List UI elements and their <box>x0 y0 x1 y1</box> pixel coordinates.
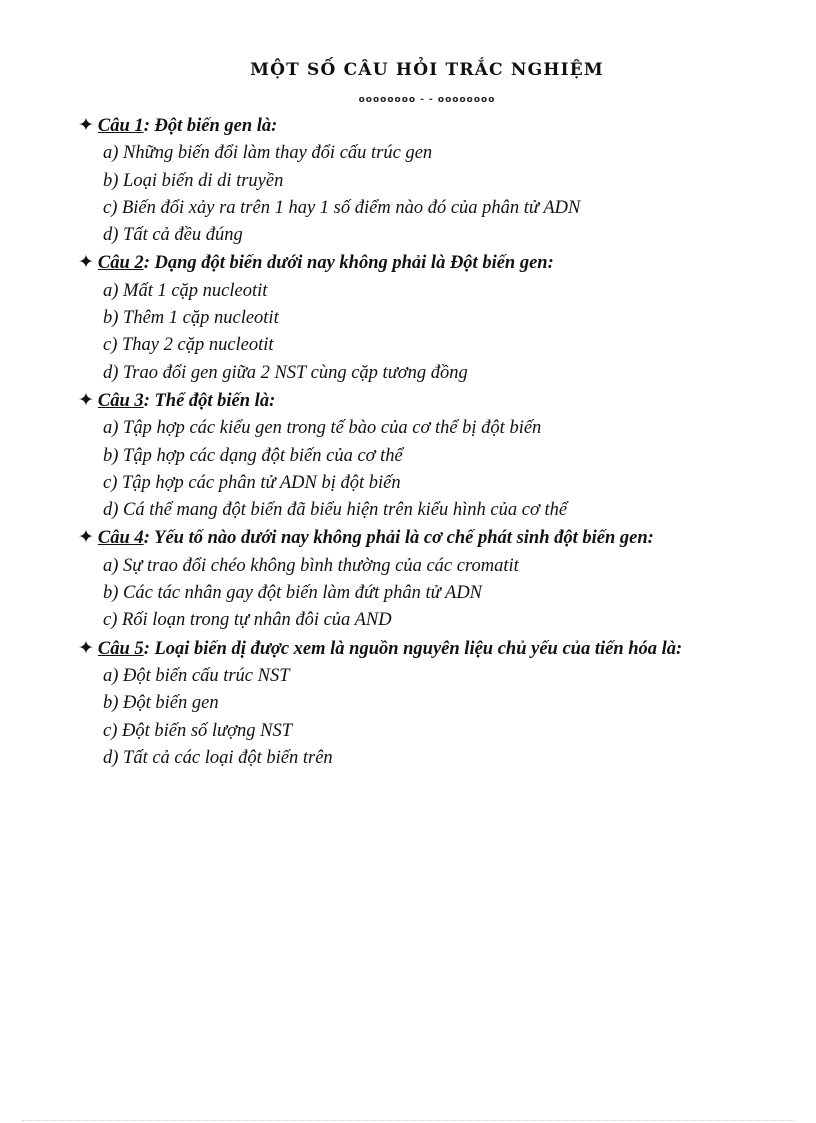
answer-option: d) Tất cả đều đúng <box>103 225 243 246</box>
answer-list <box>78 415 778 524</box>
question-heading <box>78 112 778 140</box>
answer-option: a) Đột biến cấu trúc NST <box>103 665 290 686</box>
answer-option: d) Cá thể mang đột biến đã biểu hiện trên kiểu hình của cơ thể <box>103 500 568 521</box>
question-text: : Đột biến gen là: <box>143 116 278 136</box>
four-point-star-icon: ✦ <box>78 526 94 549</box>
answer-option: d) Trao đổi gen giữa 2 NST cùng cặp tương đồng <box>103 362 468 383</box>
answer-list <box>78 140 778 249</box>
question-text: : Thể đột biến là: <box>143 390 276 411</box>
answer-option: c) Rối loạn trong tự nhân đôi của AND <box>103 610 392 631</box>
answer-option: b) Đột biến gen <box>103 693 219 714</box>
question-heading <box>78 387 778 415</box>
question-heading <box>78 635 778 663</box>
answer-list <box>78 278 778 387</box>
four-point-star-icon: ✦ <box>78 114 94 136</box>
question-heading <box>78 524 778 552</box>
answer-option: d) Tất cả các loại đột biến trên <box>103 747 333 768</box>
four-point-star-icon: ✦ <box>78 251 94 274</box>
answer-option: b) Các tác nhân gay đột biến làm đứt phân tử ADN <box>103 583 483 604</box>
question-text: : Loại biến dị được xem là nguồn nguyên liệu chủ yếu của tiến hóa là: <box>143 638 683 659</box>
title-ornament: oooooooo - - oooooooo <box>358 95 496 105</box>
question-text: : Dạng đột biến dưới nay không phải là Đột biến gen: <box>143 253 554 274</box>
question-label: Câu 3 <box>97 390 144 411</box>
answer-option: a) Tập hợp các kiểu gen trong tế bào của cơ thể bị đột biến <box>103 418 542 439</box>
question-2 <box>78 249 778 386</box>
answer-option: c) Biến đổi xảy ra trên 1 hay 1 số điểm nào đó của phân tử ADN <box>103 197 581 218</box>
page-bottom-divider <box>22 1120 794 1121</box>
question-label: Câu 2 <box>97 253 144 274</box>
question-label: Câu 1 <box>97 116 144 136</box>
answer-option: b) Loại biến di di truyền <box>103 170 284 191</box>
answer-option: a) Những biến đổi làm thay đổi cấu trúc gen <box>103 143 433 164</box>
question-5 <box>78 635 778 772</box>
answer-list <box>78 663 778 772</box>
answer-option: c) Thay 2 cặp nucleotit <box>103 335 274 356</box>
question-4 <box>78 524 778 634</box>
question-text: : Yếu tố nào dưới nay không phải là cơ chế phát sinh đột biến gen: <box>143 528 654 549</box>
four-point-star-icon: ✦ <box>78 388 94 411</box>
question-3 <box>78 387 778 524</box>
answer-option: b) Tập hợp các dạng đột biến của cơ thể <box>103 445 403 466</box>
answer-list <box>78 553 778 635</box>
question-label: Câu 5 <box>97 638 144 659</box>
four-point-star-icon: ✦ <box>78 636 94 659</box>
answer-option: c) Tập hợp các phân tử ADN bị đột biến <box>103 472 401 493</box>
answer-option: a) Mất 1 cặp nucleotit <box>103 280 268 301</box>
answer-option: a) Sự trao đổi chéo không bình thường của các cromatit <box>103 555 519 576</box>
answer-option: b) Thêm 1 cặp nucleotit <box>103 308 279 329</box>
page-title: MỘT SỐ CÂU HỎI TRẮC NGHIỆM <box>250 60 604 80</box>
answer-option: c) Đột biến số lượng NST <box>103 720 293 741</box>
question-label: Câu 4 <box>97 528 144 549</box>
question-heading <box>78 249 778 277</box>
question-list <box>78 112 778 772</box>
question-1 <box>78 112 778 249</box>
